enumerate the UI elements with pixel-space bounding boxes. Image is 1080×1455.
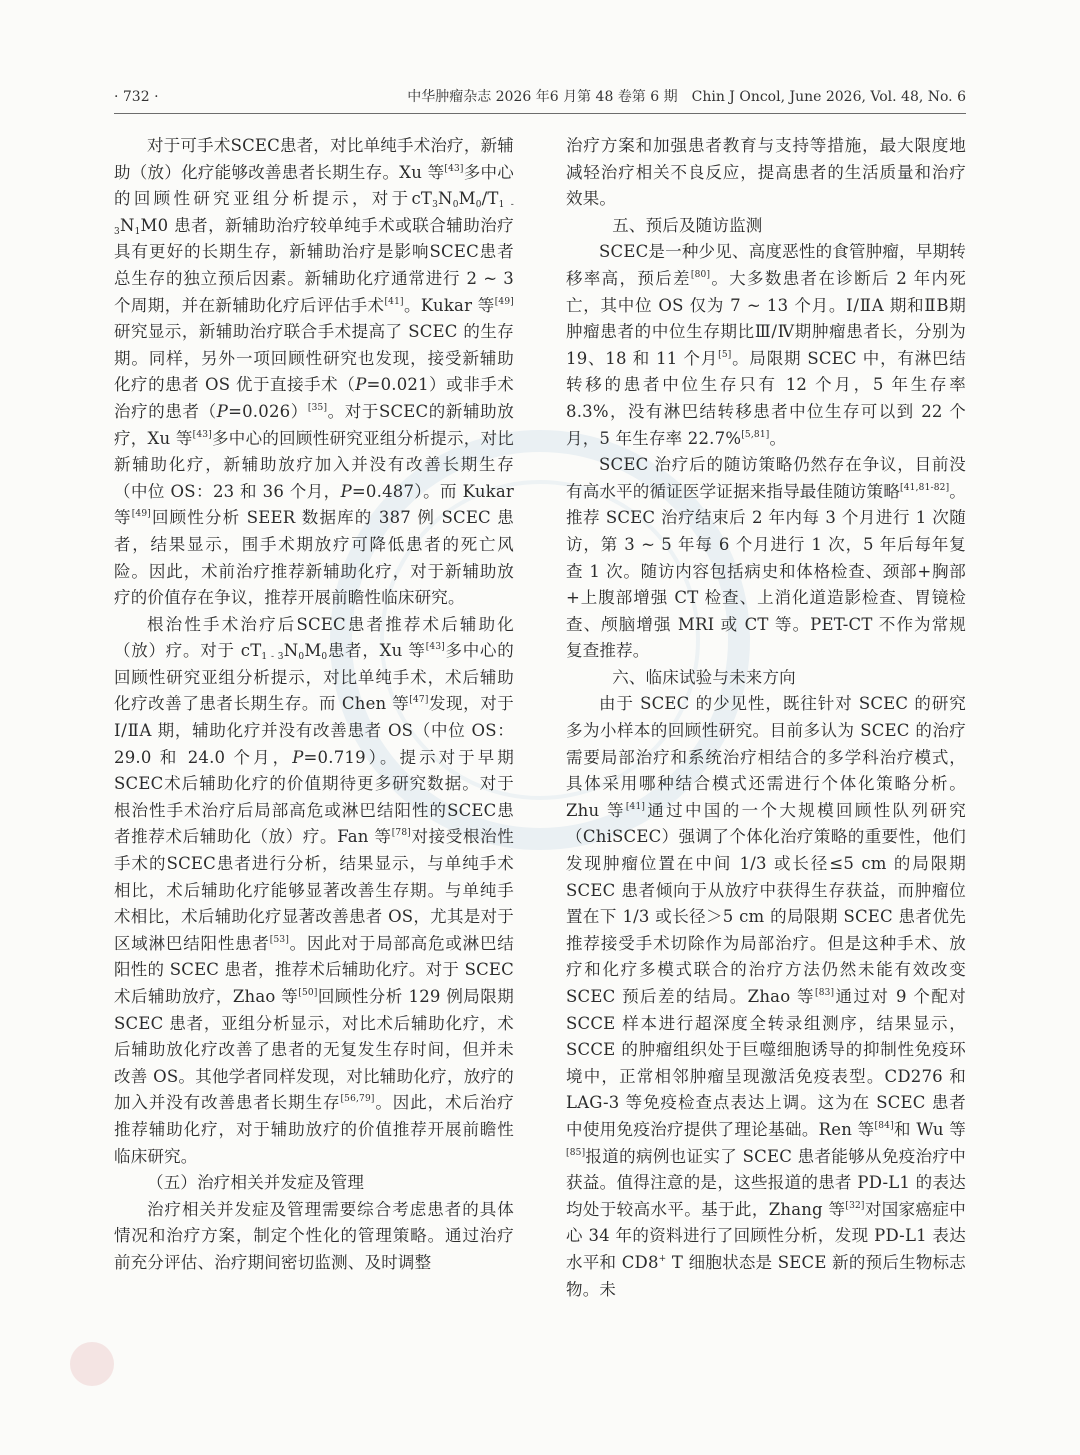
section-heading-prognosis: 五、预后及随访监测 (612, 215, 763, 235)
left-column (114, 133, 514, 1277)
paragraph-prognosis: SCEC是一种少见、高度恶性的食管肿瘤，早期转移率高，预后差[80]。大多数患者在诊断后 2 年内死亡，其中位 OS 仅为 7 ~ 13 个月。Ⅰ/ⅡA 期和ⅡB期肿瘤患者的中位生存期比Ⅲ/Ⅳ期肿瘤患者长，分别为 19、18 和 11 个月[5]。局限期 SCEC 中，有淋巴结转移的患者中位生存只有 12 个月，5 年生存率 8.3%，没有淋巴结转移患者中位生存可以到 22 个月，5 年生存率 22.7%[5,81]。 (566, 242, 967, 448)
paragraph-complications: 治疗相关并发症及管理需要综合考虑患者的具体情况和治疗方案，制定个性化的管理策略。通过治疗前充分评估、治疗期间密切监测、及时调整 (114, 1199, 514, 1272)
page-number: · 732 · (114, 89, 159, 105)
journal-citation: 中华肿瘤杂志 2026 年6 月第 48 卷第 6 期 Chin J Oncol, June 2026, Vol. 48, No. 6 (407, 89, 966, 105)
section-heading-complications: （五）治疗相关并发症及管理 (147, 1173, 365, 1193)
paragraph-continued: 治疗方案和加强患者教育与支持等措施，最大限度地减轻治疗相关不良反应，提高患者的生活质量和治疗效果。 (566, 136, 966, 209)
section-heading-trials: 六、临床试验与未来方向 (612, 667, 796, 687)
publisher-seal-icon (70, 1342, 114, 1386)
header-rule (114, 113, 966, 114)
paragraph-followup: SCEC 治疗后的随访策略仍然存在争议，目前没有高水平的循证医学证据来指导最佳随访策略[41,81-82]。推荐 SCEC 治疗结束后 2 年内每 3 个月进行 1 次随访，第 3 ~ 5 年每 6 个月进行 1 次，5 年后每年复查 1 次。随访内容包括病史和体格检查、颈部+胸部+上腹部增强 CT 检查、上消化道造影检查、胃镜检查、颅脑增强 MRI 或 CT 等。PET-CT 不作为常规复查推荐。 (566, 455, 966, 661)
right-column (566, 133, 966, 1303)
publisher-watermark (70, 1342, 490, 1392)
paragraph-adjuvant: 根治性手术治疗后SCEC患者推荐术后辅助化（放）疗。对于 $cT_{1 - 3}N_0M_0$患者，Xu 等[43]多中心的回顾性研究亚组分析提示，对比单纯手术，术后辅助化疗改善了患者长期生存。而 Chen 等[47]发现，对于Ⅰ/ⅡA 期，辅助化疗并没有改善患者 OS（中位 OS：29.0 和 24.0 个月，P=0.719）。提示对于早期SCEC术后辅助化疗的价值期待更多研究数据。对于根治性手术治疗后局部高危或淋巴结阳性的SCEC患者推荐术后辅助化（放）疗。Fan 等[78]对接受根治性手术的SCEC患者进行分析，结果显示，与单纯手术相比，术后辅助化疗能够显著改善生存期。与单纯手术相比，术后辅助化疗显著改善患者 OS，尤其是对于区域淋巴结阳性患者[53]。因此对于局部高危或淋巴结阳性的 SCEC 患者，推荐术后辅助化疗。对于 SCEC 术后辅助放疗，Zhao 等[50]回顾性分析 129 例局限期 SCEC 患者，亚组分析显示，对比术后辅助化疗，术后辅助放化疗改善了患者的无复发生存时间，但并未改善 OS。其他学者同样发现，对比辅助化疗，放疗的加入并没有改善患者长期生存[56,79]。因此，术后治疗推荐辅助化疗，对于辅助放疗的价值推荐开展前瞻性临床研究。 (114, 614, 515, 1166)
paragraph-neoadjuvant: 对于可手术SCEC患者，对比单纯手术治疗，新辅助（放）化疗能够改善患者长期生存。Xu 等[43]多中心的回顾性研究亚组分析提示，对于$cT_3N_0M_0/T_{1 - 3}N_1M0$ 患者，新辅助治疗较单纯手术或联合辅助治疗具有更好的长期生存，新辅助治疗是影响SCEC患者总生存的独立预后因素。新辅助化疗通常进行 2 ~ 3 个周期，并在新辅助化疗后评估手术[41]。Kukar 等[49]研究显示，新辅助治疗联合手术提高了 SCEC 的生存期。同样，另外一项回顾性研究也发现，接受新辅助化疗的患者 OS 优于直接手术（P=0.021）或非手术治疗的患者（P=0.026）[35]。对于SCEC的新辅助放疗，Xu 等[43]多中心的回顾性研究亚组分析提示，对比新辅助化疗，新辅助放疗加入并没有改善长期生存（中位 OS：23 和 36 个月，P=0.487）。而 Kukar 等[49]回顾性分析 SEER 数据库的 387 例 SCEC 患者，结果显示，围手术期放疗可降低患者的死亡风险。因此，术前治疗推荐新辅助化疗，对于新辅助放疗的价值存在争议，推荐开展前瞻性临床研究。 (114, 136, 515, 608)
running-header (114, 84, 966, 110)
paragraph-trials: 由于 SCEC 的少见性，既往针对 SCEC 的研究多为小样本的回顾性研究。目前多认为 SCEC 的治疗需要局部治疗和系统治疗相结合的多学科治疗模式，具体采用哪种结合模式还需进行个体化策略分析。Zhu 等[41]通过中国的一个大规模回顾性队列研究（ChiSCEC）强调了个体化治疗策略的重要性，他们发现肿瘤位置在中间 1/3 或长径≤5 cm 的局限期 SCEC 患者倾向于从放疗中获得生存获益，而肿瘤位置在下 1/3 或长径＞5 cm 的局限期 SCEC 患者优先推荐接受手术切除作为局部治疗。但是这种手术、放疗和化疗多模式联合的治疗方法仍然未能有效改变 SCEC 预后差的结局。Zhao 等[83]通过对 9 个配对 SCCE 样本进行超深度全转录组测序，结果显示，SCCE 的肿瘤组织处于巨噬细胞诱导的抑制性免疫环境中，正常相邻肿瘤呈现激活免疫表型。CD276 和 LAG-3 等免疫检查点表达上调。这为在 SCEC 患者中使用免疫治疗提供了理论基础。Ren 等[84]和 Wu 等[85]报道的病例也证实了 SCEC 患者能够从免疫治疗中获益。值得注意的是，这些报道的患者 PD-L1 的表达均处于较高水平。基于此，Zhang 等[32]对国家癌症中心 34 年的资料进行了回顾性分析，发现 PD-L1 表达水平和 CD8+ T 细胞状态是 SECE 新的预后生物标志物。未 (566, 694, 967, 1299)
